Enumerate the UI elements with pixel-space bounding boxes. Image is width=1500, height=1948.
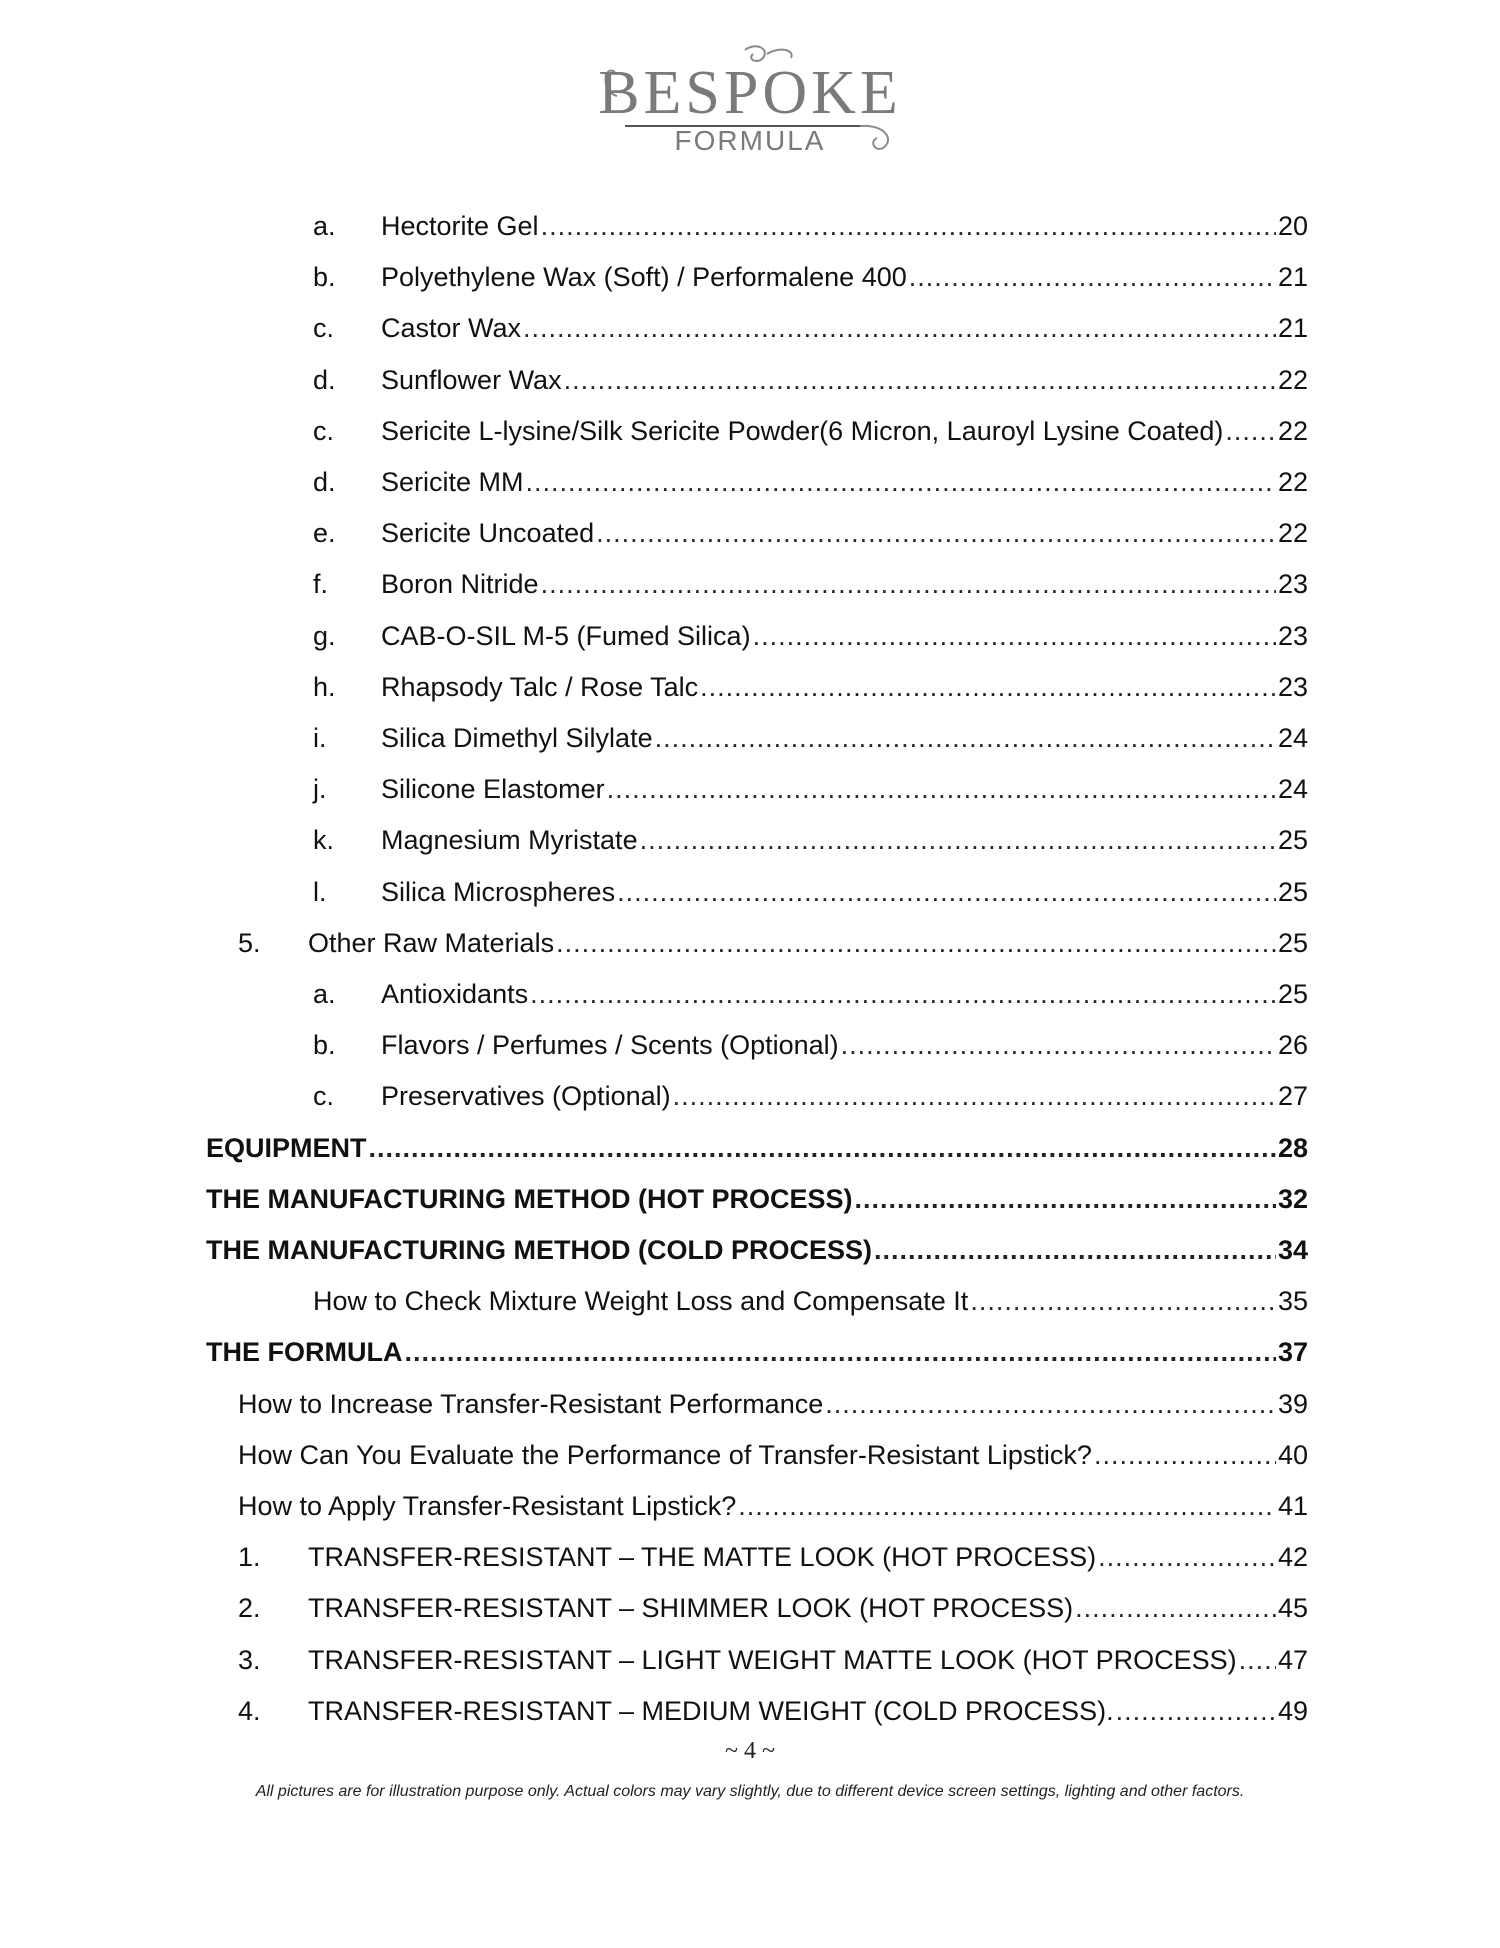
toc-entry[interactable] <box>0 257 1500 297</box>
toc-entry[interactable] <box>0 1691 1500 1731</box>
toc-entry[interactable] <box>0 564 1500 604</box>
toc-dot-leader <box>1098 1537 1276 1577</box>
toc-dot-leader <box>617 872 1276 912</box>
toc-entry-number: 1. <box>238 1542 261 1573</box>
bespoke-formula-logo <box>595 44 905 164</box>
toc-entry-page: 20 <box>1276 206 1308 246</box>
toc-dot-leader <box>541 564 1276 604</box>
toc-entry-label: Magnesium Myristate <box>381 820 640 860</box>
toc-entry-label: TRANSFER-RESISTANT – LIGHT WEIGHT MATTE LOOK (HOT PROCESS) <box>308 1640 1239 1680</box>
footer-disclaimer: All pictures are for illustration purpose only. Actual colors may vary slightly, due to different device screen settings, lighting and other factors. <box>255 1783 1245 1800</box>
toc-entry-number: d. <box>313 467 336 497</box>
toc-entry[interactable] <box>0 308 1500 348</box>
toc-entry-label: How to Apply Transfer-Resistant Lipstick? <box>238 1486 738 1526</box>
toc-dot-leader <box>700 667 1276 707</box>
toc-dot-leader <box>655 718 1276 758</box>
toc-entry-page: 28 <box>1276 1128 1308 1168</box>
toc-entry-label: How to Increase Transfer-Resistant Performance <box>238 1384 825 1424</box>
toc-dot-leader <box>738 1486 1276 1526</box>
toc-entry-label: Castor Wax <box>381 308 523 348</box>
toc-entry-page: 27 <box>1276 1076 1308 1116</box>
toc-entry-page: 25 <box>1276 974 1308 1014</box>
toc-entry-page: 42 <box>1276 1537 1308 1577</box>
toc-entry-label: Sericite MM <box>381 462 526 502</box>
toc-entry-page: 34 <box>1276 1230 1308 1270</box>
toc-entry[interactable] <box>0 667 1500 707</box>
toc-entry-number: h. <box>313 671 336 702</box>
toc-entry-number: 3. <box>238 1644 261 1675</box>
toc-entry-page: 21 <box>1276 257 1308 297</box>
toc-entry[interactable] <box>0 820 1500 860</box>
toc-dot-leader <box>1094 1435 1276 1475</box>
toc-dot-leader <box>909 257 1276 297</box>
toc-entry[interactable] <box>0 1076 1500 1116</box>
toc-entry-number: e. <box>313 518 336 549</box>
toc-entry-page: 25 <box>1276 872 1308 912</box>
toc-entry-number: c. <box>313 313 335 344</box>
toc-entry[interactable] <box>0 1025 1500 1065</box>
toc-entry-number: f. <box>313 569 329 600</box>
toc-dot-leader <box>404 1332 1275 1372</box>
toc-entry-page: 40 <box>1276 1435 1308 1475</box>
toc-entry-page: 22 <box>1276 462 1308 502</box>
toc-entry-label: Other Raw Materials <box>308 923 556 963</box>
toc-entry-label: Sericite L-lysine/Silk Sericite Powder(6 Micron, Lauroyl Lysine Coated) <box>381 411 1225 451</box>
toc-entry-label: Polyethylene Wax (Soft) / Performalene 400 <box>381 257 909 297</box>
toc-dot-leader <box>526 462 1276 502</box>
toc-dot-leader <box>564 360 1276 400</box>
toc-entry[interactable] <box>0 1332 1500 1372</box>
toc-entry-label: How Can You Evaluate the Performance of Transfer-Resistant Lipstick? <box>238 1435 1094 1475</box>
toc-entry[interactable] <box>0 513 1500 553</box>
toc-entry[interactable] <box>0 718 1500 758</box>
toc-entry[interactable] <box>0 1640 1500 1680</box>
toc-entry[interactable] <box>0 206 1500 246</box>
toc-entry-number: c. <box>313 1081 335 1112</box>
toc-dot-leader <box>596 513 1276 553</box>
toc-entry-number: 5. <box>238 927 261 958</box>
toc-entry-page: 35 <box>1276 1281 1308 1321</box>
toc-entry-number: b. <box>313 262 336 293</box>
toc-entry-number: c. <box>313 415 335 446</box>
toc-entry[interactable] <box>0 974 1500 1014</box>
toc-entry-page: 41 <box>1276 1486 1308 1526</box>
toc-entry-number: 4. <box>238 1695 261 1726</box>
toc-entry[interactable] <box>0 616 1500 656</box>
toc-entry[interactable] <box>0 1128 1500 1168</box>
toc-entry[interactable] <box>0 1537 1500 1577</box>
toc-dot-leader <box>825 1384 1276 1424</box>
toc-entry-page: 24 <box>1276 769 1308 809</box>
toc-entry-label: THE MANUFACTURING METHOD (HOT PROCESS) <box>206 1179 854 1219</box>
toc-entry-label: EQUIPMENT <box>206 1128 369 1168</box>
toc-entry-label: Boron Nitride <box>381 564 541 604</box>
toc-entry-page: 23 <box>1276 616 1308 656</box>
toc-entry-number: i. <box>313 723 327 753</box>
toc-entry[interactable] <box>0 462 1500 502</box>
toc-dot-leader <box>970 1281 1276 1321</box>
toc-entry-page: 22 <box>1276 513 1308 553</box>
toc-entry[interactable] <box>0 1281 1500 1321</box>
page-number: ~ 4 ~ <box>725 1738 775 1764</box>
toc-dot-leader <box>607 769 1276 809</box>
toc-entry-number: a. <box>313 979 336 1009</box>
toc-entry-page: 37 <box>1276 1332 1308 1372</box>
toc-entry-number: b. <box>313 1030 336 1061</box>
toc-entry-page: 32 <box>1276 1179 1308 1219</box>
toc-entry-label: Silicone Elastomer <box>381 769 607 809</box>
toc-entry-label: Rhapsody Talc / Rose Talc <box>381 667 700 707</box>
toc-dot-leader <box>1075 1588 1276 1628</box>
toc-entry-label: Hectorite Gel <box>381 206 541 246</box>
toc-entry-page: 22 <box>1276 360 1308 400</box>
toc-entry[interactable] <box>0 411 1500 451</box>
toc-entry[interactable] <box>0 1435 1500 1475</box>
toc-dot-leader <box>1116 1691 1276 1731</box>
toc-entry[interactable] <box>0 872 1500 912</box>
toc-dot-leader <box>556 923 1276 963</box>
toc-entry-label: Antioxidants <box>381 974 530 1014</box>
toc-dot-leader <box>369 1128 1276 1168</box>
toc-dot-leader <box>1239 1640 1276 1680</box>
toc-entry-label: Silica Dimethyl Silylate <box>381 718 655 758</box>
toc-entry[interactable] <box>0 360 1500 400</box>
toc-entry-label: TRANSFER-RESISTANT – MEDIUM WEIGHT (COLD PROCESS). <box>308 1691 1116 1731</box>
toc-entry-number: 2. <box>238 1593 261 1624</box>
logo-brand-text: BESPOKE <box>598 59 902 127</box>
toc-entry-page: 47 <box>1276 1640 1308 1680</box>
toc-entry-label: CAB-O-SIL M-5 (Fumed Silica) <box>381 616 753 656</box>
toc-entry-label: TRANSFER-RESISTANT – SHIMMER LOOK (HOT PROCESS) <box>308 1588 1075 1628</box>
toc-dot-leader <box>541 206 1276 246</box>
toc-entry-number: j. <box>313 774 327 805</box>
toc-entry-number: k. <box>313 825 335 856</box>
toc-entry-page: 26 <box>1276 1025 1308 1065</box>
toc-entry-label: THE FORMULA <box>206 1332 404 1372</box>
logo-sub-text: FORMULA <box>674 125 826 156</box>
toc-entry-number: a. <box>313 211 336 241</box>
toc-dot-leader <box>1225 411 1276 451</box>
toc-dot-leader <box>841 1025 1276 1065</box>
toc-entry[interactable] <box>0 1384 1500 1424</box>
toc-entry-number: l. <box>313 876 327 907</box>
toc-dot-leader <box>874 1230 1276 1270</box>
toc-entry-label: TRANSFER-RESISTANT – THE MATTE LOOK (HOT PROCESS) <box>308 1537 1098 1577</box>
toc-entry-label: Sunflower Wax <box>381 360 564 400</box>
toc-entry-page: 24 <box>1276 718 1308 758</box>
toc-dot-leader <box>640 820 1276 860</box>
toc-dot-leader <box>673 1076 1276 1116</box>
toc-entry[interactable] <box>0 769 1500 809</box>
toc-dot-leader <box>753 616 1276 656</box>
toc-dot-leader <box>523 308 1276 348</box>
toc-entry-page: 39 <box>1276 1384 1308 1424</box>
toc-entry-page: 45 <box>1276 1588 1308 1628</box>
toc-entry-page: 22 <box>1276 411 1308 451</box>
toc-entry-label: How to Check Mixture Weight Loss and Compensate It <box>313 1281 970 1321</box>
toc-entry-number: g. <box>313 620 336 651</box>
toc-entry[interactable] <box>0 1179 1500 1219</box>
toc-entry-page: 23 <box>1276 564 1308 604</box>
toc-entry-page: 21 <box>1276 308 1308 348</box>
toc-entry[interactable] <box>0 1588 1500 1628</box>
toc-entry-label: Silica Microspheres <box>381 872 617 912</box>
toc-entry-number: d. <box>313 364 336 395</box>
toc-entry-page: 49 <box>1276 1691 1308 1731</box>
toc-entry-page: 25 <box>1276 820 1308 860</box>
toc-entry[interactable] <box>0 1486 1500 1526</box>
toc-entry-page: 25 <box>1276 923 1308 963</box>
toc-dot-leader <box>854 1179 1275 1219</box>
toc-entry-label: Flavors / Perfumes / Scents (Optional) <box>381 1025 841 1065</box>
toc-dot-leader <box>530 974 1276 1014</box>
toc-entry[interactable] <box>0 1230 1500 1270</box>
toc-entry-page: 23 <box>1276 667 1308 707</box>
toc-entry-label: THE MANUFACTURING METHOD (COLD PROCESS) <box>206 1230 874 1270</box>
toc-entry-label: Preservatives (Optional) <box>381 1076 673 1116</box>
toc-entry[interactable] <box>0 923 1500 963</box>
toc-entry-label: Sericite Uncoated <box>381 513 596 553</box>
